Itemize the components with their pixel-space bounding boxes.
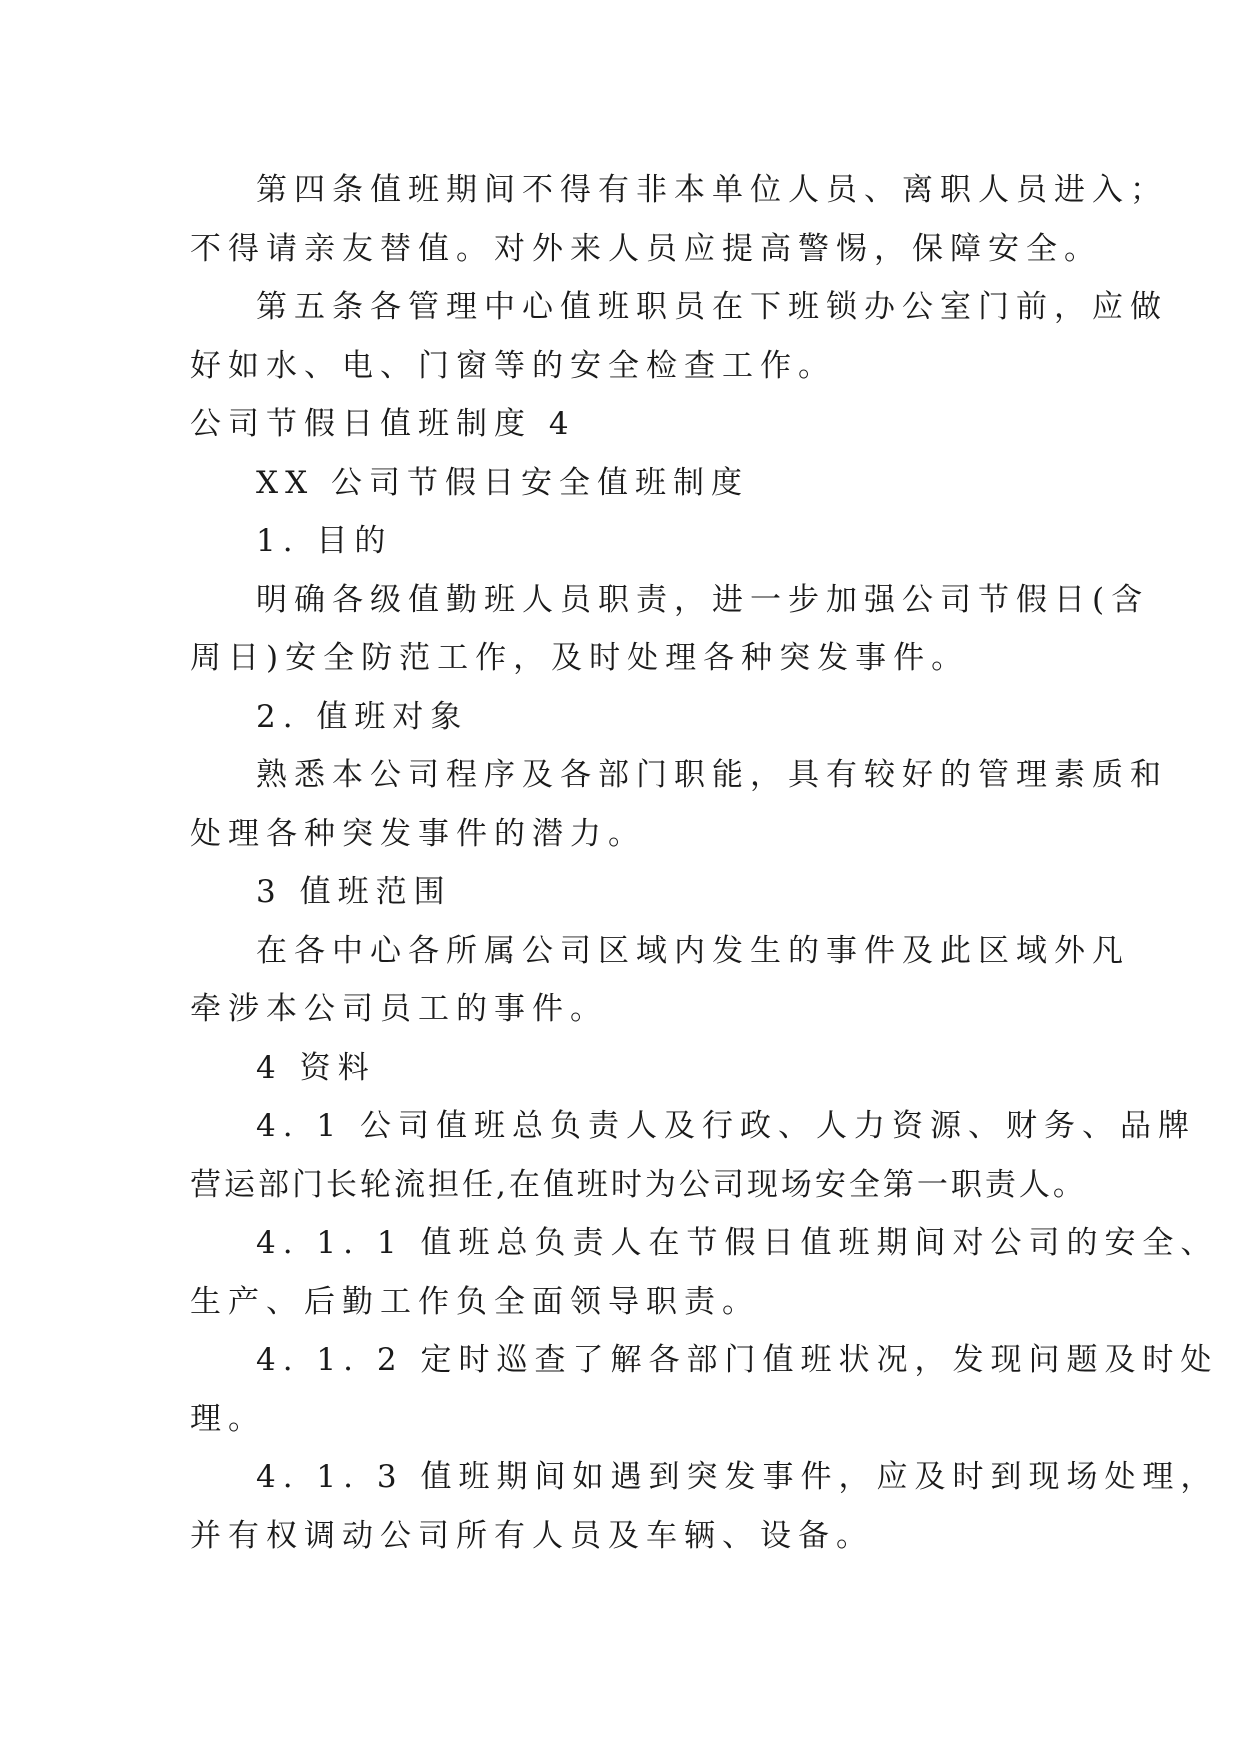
paragraph-line: 生产、后勤工作负全面领导职责。: [190, 1283, 760, 1320]
document-title: XX 公司节假日安全值班制度: [256, 464, 749, 501]
subsection-heading: 1. 目的: [256, 523, 393, 559]
subsection-heading: 3 值班范围: [256, 874, 452, 910]
subsection-heading: 4 资料: [256, 1049, 376, 1086]
paragraph-line: 牵涉本公司员工的事件。: [190, 991, 608, 1027]
document-body: [190, 161, 1219, 1565]
paragraph-line: 4. 1. 3 值班期间如遇到突发事件，应及时到现场处理，: [256, 1459, 1219, 1495]
paragraph-line: 4. 1. 2 定时巡查了解各部门值班状况，发现问题及时处: [256, 1342, 1219, 1378]
paragraph-line: 明确各级值勤班人员职责，进一步加强公司节假日(含: [256, 581, 1150, 618]
section-heading: 公司节假日值班制度 4: [190, 406, 576, 442]
paragraph-line: 第五条各管理中心值班职员在下班锁办公室门前，应做: [256, 289, 1168, 325]
paragraph-line: 周日)安全防范工作，及时处理各种突发事件。: [190, 640, 970, 676]
paragraph-line: 不得请亲友替值。对外来人员应提高警惕，保障安全。: [190, 230, 1102, 267]
paragraph-line: 好如水、电、门窗等的安全检查工作。: [190, 347, 836, 384]
paragraph-line: 理。: [190, 1400, 266, 1437]
subsection-heading: 2. 值班对象: [256, 698, 469, 735]
paragraph-line: 处理各种突发事件的潜力。: [190, 815, 646, 852]
paragraph-line: 并有权调动公司所有人员及车辆、设备。: [190, 1517, 874, 1554]
paragraph-line: 营运部门长轮流担任,在值班时为公司现场安全第一职责人。: [190, 1166, 1087, 1203]
paragraph-line: 在各中心各所属公司区域内发生的事件及此区域外凡: [256, 932, 1130, 969]
paragraph-line: 熟悉本公司程序及各部门职能，具有较好的管理素质和: [256, 757, 1168, 793]
paragraph-line: 4. 1 公司值班总负责人及行政、人力资源、财务、品牌: [256, 1108, 1197, 1144]
paragraph-line: 第四条值班期间不得有非本单位人员、离职人员进入；: [256, 172, 1168, 208]
paragraph-line: 4. 1. 1 值班总负责人在节假日值班期间对公司的安全、: [256, 1225, 1219, 1261]
